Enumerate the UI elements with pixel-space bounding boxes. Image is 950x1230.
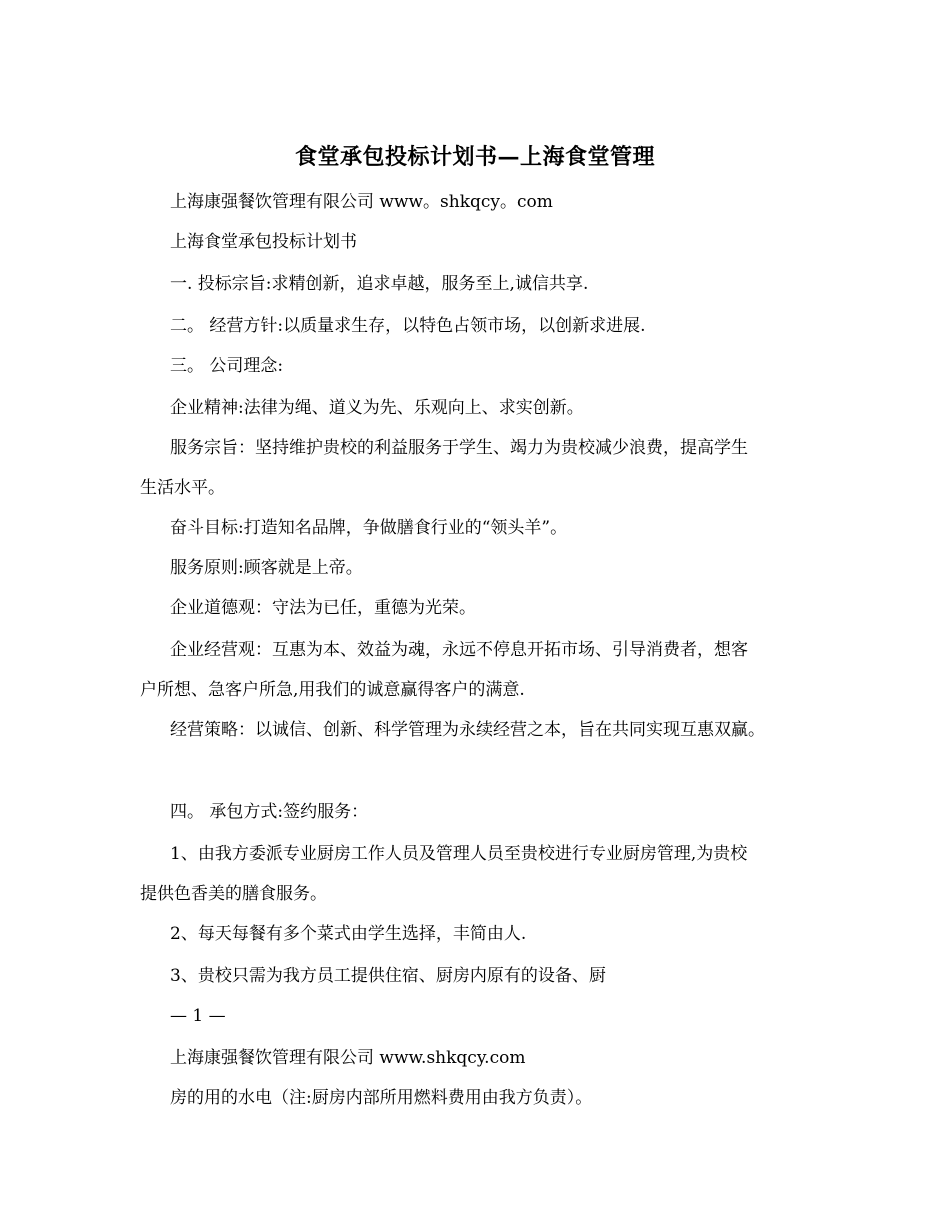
paragraph-enterprise-spirit: 企业精神:法律为绳、道义为先、乐观向上、求实创新。 (170, 398, 584, 418)
paragraph-service-purpose-cont: 生活水平。 (140, 478, 225, 498)
list-item-3-cont: 房的用的水电（注:厨房内部所用燃料费用由我方负责）。 (170, 1088, 593, 1108)
paragraph-contract-method: 四。 承包方式:签约服务： (170, 802, 369, 822)
paragraph-company-philosophy: 三。 公司理念: (170, 356, 284, 376)
paragraph-service-principle: 服务原则:顾客就是上帝。 (170, 558, 363, 578)
page-number: — 1 — (170, 1006, 226, 1026)
paragraph-tender-purpose: 一. 投标宗旨:求精创新，追求卓越，服务至上,诚信共享. (170, 274, 589, 294)
paragraph-business-view-cont: 户所想、急客户所急,用我们的诚意赢得客户的满意. (140, 680, 525, 700)
company-header-line: 上海康强餐饮管理有限公司 www。shkqcy。com (170, 192, 553, 212)
document-title: 食堂承包投标计划书—上海食堂管理 (294, 144, 655, 170)
list-item-1-cont: 提供色香美的膳食服务。 (140, 884, 327, 904)
paragraph-service-purpose: 服务宗旨：坚持维护贵校的利益服务于学生、竭力为贵校减少浪费，提高学生 (170, 438, 748, 458)
paragraph-business-policy: 二。 经营方针:以质量求生存，以特色占领市场，以创新求进展. (170, 316, 646, 336)
page-header-company: 上海康强餐饮管理有限公司 www.shkqcy.com (170, 1048, 526, 1068)
list-item-1: 1、由我方委派专业厨房工作人员及管理人员至贵校进行专业厨房管理,为贵校 (170, 844, 748, 864)
paragraph-business-view: 企业经营观：互惠为本、效益为魂，永远不停息开拓市场、引导消费者，想客 (170, 640, 748, 660)
paragraph-ethics: 企业道德观：守法为已任，重德为光荣。 (170, 598, 476, 618)
list-item-2: 2、每天每餐有多个菜式由学生选择，丰简由人. (170, 924, 527, 944)
subtitle-line: 上海食堂承包投标计划书 (170, 232, 357, 252)
paragraph-goal: 奋斗目标:打造知名品牌，争做膳食行业的“领头羊”。 (170, 518, 568, 538)
list-item-3: 3、贵校只需为我方员工提供住宿、厨房内原有的设备、厨 (170, 966, 606, 986)
paragraph-strategy: 经营策略：以诚信、创新、科学管理为永续经营之本，旨在共同实现互惠双赢。 (170, 720, 765, 740)
